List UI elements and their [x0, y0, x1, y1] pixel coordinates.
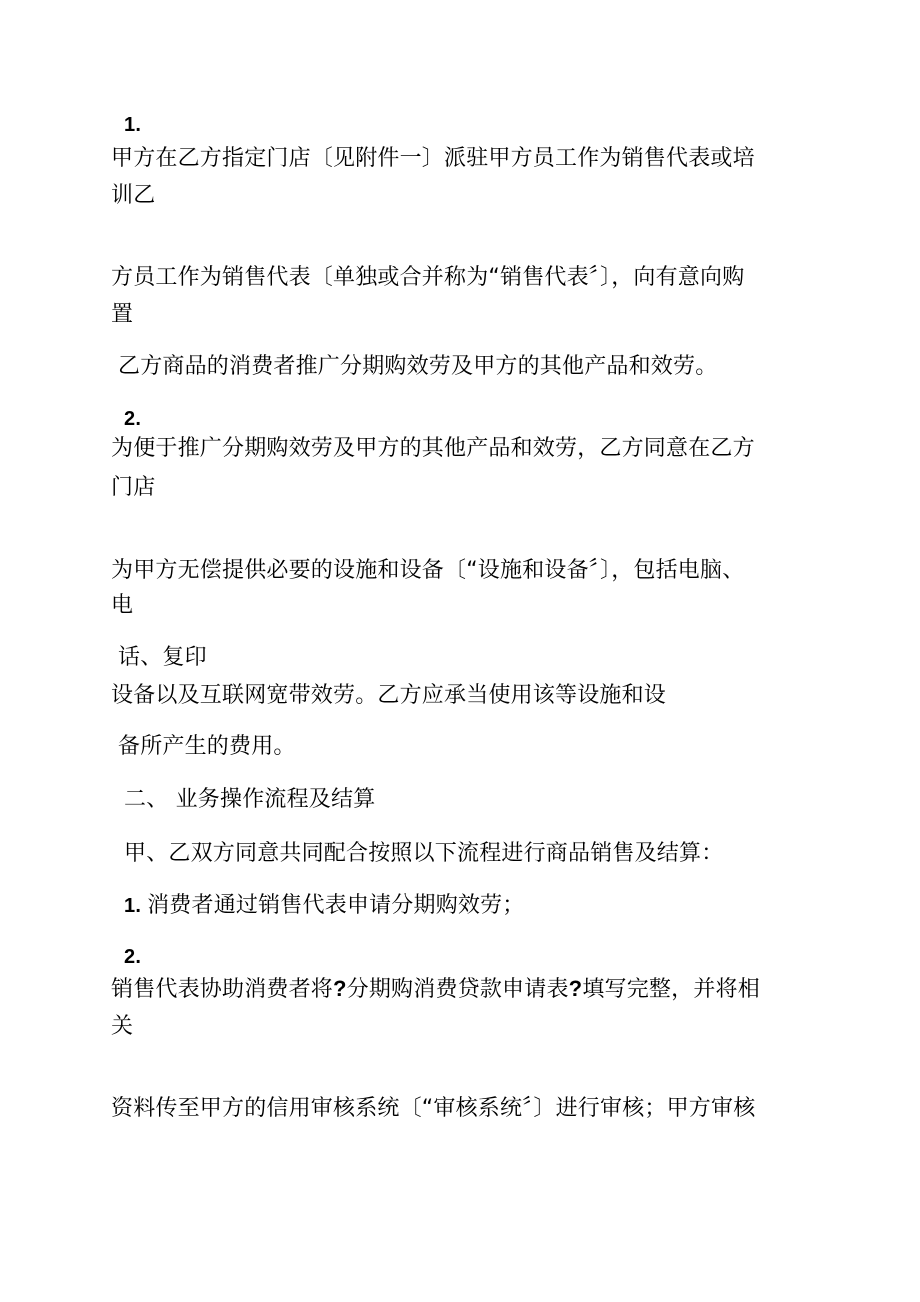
clause-2-line-4: 电: [111, 593, 134, 618]
clause-2-line-6: 设备以及互联网宽带效劳。乙方应承当使用该等设施和设: [111, 683, 667, 708]
clause-1-line-3: 方员工作为销售代表〔单独或合并称为“销售代表〞〕，向有意向购: [111, 265, 745, 290]
step-1-text: 消费者通过销售代表申请分期购效劳；: [147, 893, 525, 918]
step-2-text-a: 销售代表协助消费者将: [111, 977, 334, 1002]
clause-2-line-7: 备所产生的费用。: [118, 734, 296, 759]
clause-1-line-5: 乙方商品的消费者推广分期购效劳及甲方的其他产品和效劳。: [118, 354, 718, 379]
step-1: [124, 891, 525, 921]
clause-2-line-5: 话、复印: [118, 645, 207, 670]
step-2-line-3: 资料传至甲方的信用审核系统〔“审核系统〞〕进行审核；甲方审核: [111, 1096, 756, 1121]
clause-1-line-4: 置: [111, 302, 134, 327]
clause-1-line-1: 甲方在乙方指定门店〔见附件一〕派驻甲方员工作为销售代表或培: [111, 146, 755, 171]
clause-2-line-3: 为甲方无偿提供必要的设施和设备〔“设施和设备〞〕，包括电脑、: [111, 558, 745, 583]
section-intro: 甲、乙双方同意共同配合按照以下流程进行商品销售及结算：: [124, 841, 724, 866]
clause-number-2: 2.: [124, 408, 142, 430]
clause-1-line-2: 训乙: [111, 183, 156, 208]
step-2-text-c: 填写完整，并将相: [582, 977, 760, 1002]
step-number-1: 1.: [124, 895, 142, 917]
section-heading: 二、 业务操作流程及结算: [124, 787, 376, 812]
step-number-2: 2.: [124, 946, 142, 968]
step-2-line-2: 关: [111, 1014, 134, 1039]
clause-2-line-2: 门店: [111, 475, 156, 500]
question-mark-2: ?: [568, 976, 583, 1001]
question-mark-1: ?: [333, 976, 347, 1001]
step-2-line-1: [111, 974, 760, 1005]
step-2-text-b: 分期购消费贷款申请表: [346, 977, 569, 1002]
clause-number-1: 1.: [124, 114, 142, 136]
clause-2-line-1: 为便于推广分期购效劳及甲方的其他产品和效劳，乙方同意在乙方: [111, 436, 755, 461]
